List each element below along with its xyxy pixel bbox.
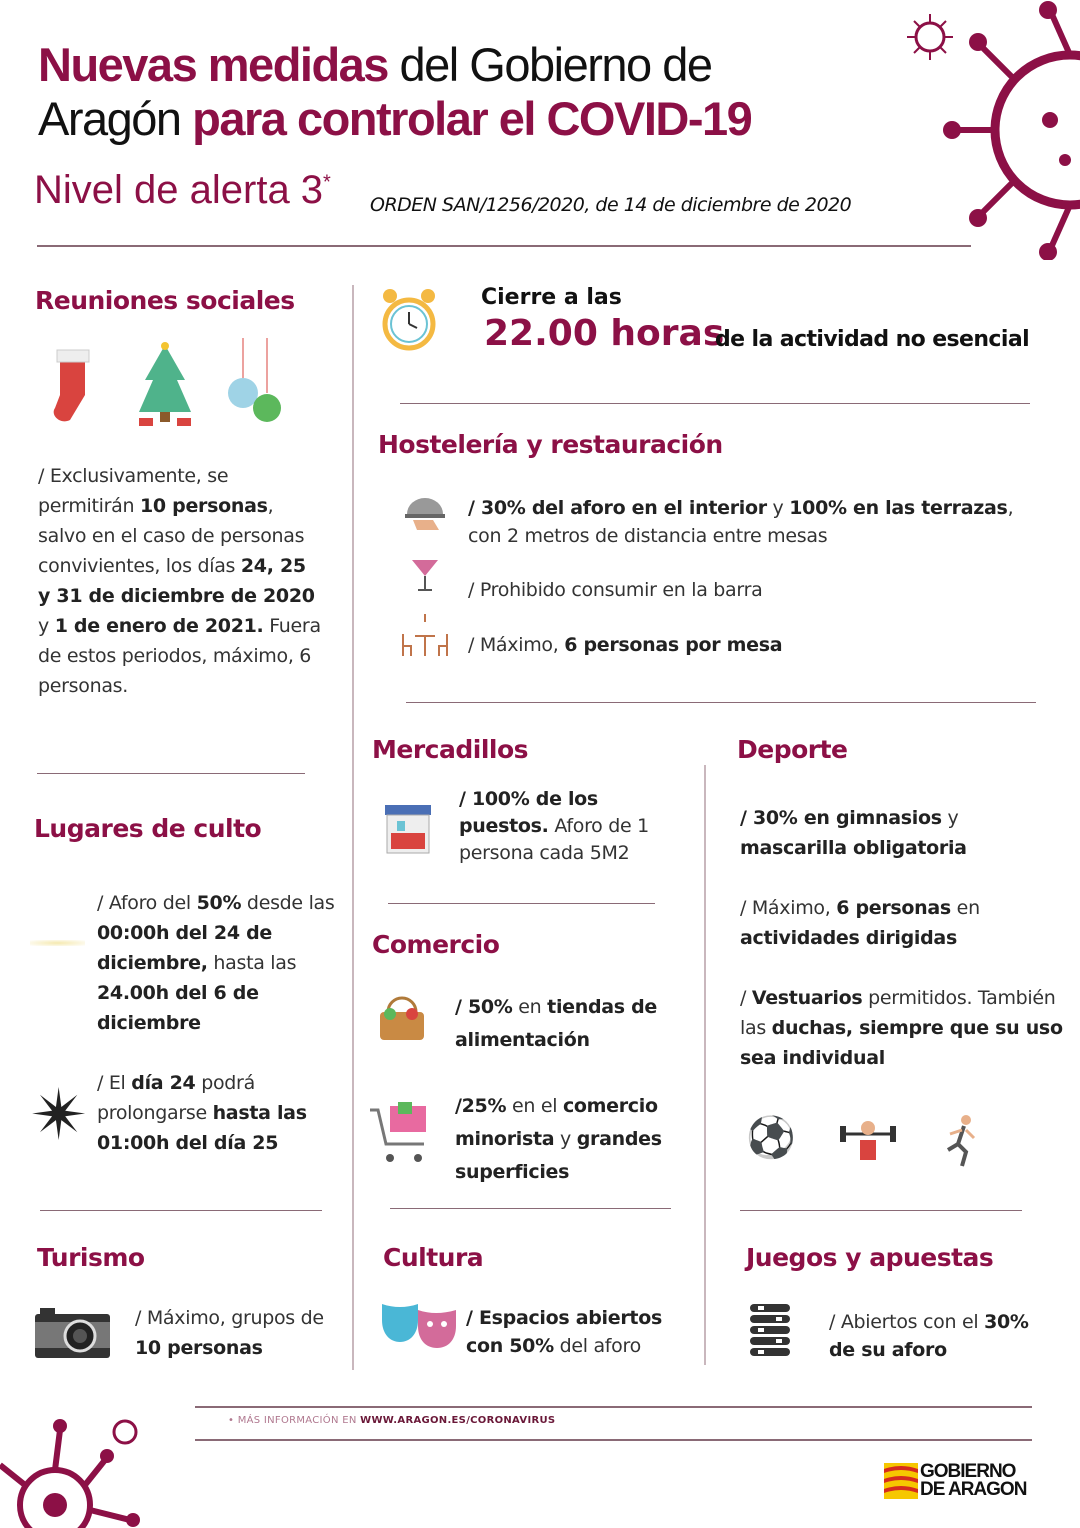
more-info-label: MÁS INFORMACIÓN EN <box>237 1415 361 1426</box>
text-segment: Aforo de 1 persona cada 5M2 <box>459 815 649 864</box>
text-segment: 10 personas <box>139 495 268 517</box>
culto-text-1 <box>97 888 347 1038</box>
divider <box>740 1210 1022 1211</box>
title-line-2 <box>38 92 751 146</box>
text-segment: y <box>38 615 55 637</box>
text-segment: 00:00h del 24 de diciembre, <box>97 922 272 974</box>
text-segment: 6 personas <box>836 897 951 919</box>
text-segment: / Máximo, <box>468 634 565 656</box>
virus-decoration-bottom-icon <box>0 1410 150 1528</box>
text-segment: Fuera de estos periodos, máximo, 6 personas. <box>38 615 321 697</box>
food-cloche-icon <box>403 492 447 532</box>
christmas-stocking-icon <box>45 345 100 425</box>
reuniones-text <box>38 461 323 701</box>
hosteleria-item-1 <box>468 494 1038 550</box>
section-title-hosteleria: Hostelería y restauración <box>378 430 723 459</box>
section-title-culto: Lugares de culto <box>34 814 262 843</box>
text-segment: 10 personas <box>135 1337 263 1359</box>
christmas-ornaments-icon <box>225 338 285 426</box>
cierre-rest: de la actividad no esencial <box>715 327 1030 352</box>
text-segment: 24, 25 y 31 de diciembre de 2020 <box>38 555 315 607</box>
camera-icon <box>35 1308 110 1358</box>
text-segment: comercio minorista <box>455 1095 658 1150</box>
divider <box>406 702 1036 703</box>
text-segment: grandes superficies <box>455 1128 662 1183</box>
more-info: • MÁS INFORMACIÓN EN WWW.ARAGON.ES/CORONAVIRUS <box>228 1415 556 1426</box>
christmas-tree-icon <box>135 340 195 428</box>
hosteleria-item-2 <box>468 575 1028 605</box>
mercadillos-text <box>459 786 689 867</box>
divider <box>400 403 1030 404</box>
section-title-reuniones: Reuniones sociales <box>35 286 295 315</box>
text-segment: , con 2 metros de distancia entre mesas <box>468 497 1014 547</box>
asterisk: * <box>323 171 331 194</box>
text-segment: y <box>766 497 790 519</box>
comercio-item-2 <box>455 1090 700 1189</box>
section-title-mercadillos: Mercadillos <box>372 735 529 764</box>
star-icon: ✴ <box>30 1074 89 1156</box>
logo-line-1: GOBIERNO <box>920 1461 1016 1482</box>
text-segment: / Máximo, grupos de <box>135 1307 324 1329</box>
text-segment: en el <box>506 1095 563 1117</box>
cierre-time: 22.00 horas <box>484 313 725 354</box>
text-segment: Aragón <box>38 92 193 145</box>
soccer-ball-icon: ⚽ <box>746 1115 796 1161</box>
divider <box>37 773 305 774</box>
cierre-line: Cierre a las <box>481 285 622 310</box>
text-segment: en <box>950 897 980 919</box>
text-segment: / Máximo, <box>740 897 837 919</box>
text-segment: Vestuarios <box>751 987 863 1009</box>
turismo-text <box>135 1303 335 1363</box>
section-title-juegos: Juegos y apuestas <box>746 1243 994 1272</box>
text-segment: 100% en las terrazas <box>789 497 1008 519</box>
text-segment: mascarilla obligatoria <box>740 837 967 859</box>
cocktail-icon <box>410 552 440 594</box>
column-divider <box>704 765 706 1365</box>
logo-line-2: DE ARAGON <box>920 1479 1027 1500</box>
section-title-comercio: Comercio <box>372 930 500 959</box>
text-segment: tiendas de alimentación <box>455 996 658 1051</box>
juegos-text <box>829 1308 1049 1364</box>
casino-chips-icon <box>748 1302 792 1358</box>
text-segment: / <box>740 987 752 1009</box>
column-divider <box>352 285 354 1370</box>
text-segment: y <box>941 807 959 829</box>
text-segment: / Espacios abiertos con 50% <box>466 1307 662 1357</box>
text-segment: /25% <box>455 1095 507 1117</box>
text-segment: , salvo en el caso de personas convivientes, los días <box>38 495 305 577</box>
aragon-flag-icon <box>884 1463 918 1499</box>
text-segment: Nuevas medidas <box>38 38 388 91</box>
alert-level <box>34 168 331 213</box>
comercio-item-1 <box>455 991 695 1057</box>
text-segment: 50% <box>196 892 242 914</box>
hosteleria-item-3 <box>468 630 1028 660</box>
alarm-clock-icon <box>380 284 438 356</box>
deporte-item-3 <box>740 983 1065 1073</box>
order-reference: ORDEN SAN/1256/2020, de 14 de diciembre de 2020 <box>370 194 852 216</box>
text-segment: y <box>554 1128 577 1150</box>
runner-icon <box>940 1112 980 1168</box>
text-segment: / El <box>97 1072 132 1094</box>
cultura-text <box>466 1304 701 1360</box>
divider <box>40 1210 322 1211</box>
section-title-cultura: Cultura <box>383 1243 484 1272</box>
text-segment: del Gobierno de <box>387 38 712 91</box>
text-segment: / Prohibido consumir en la barra <box>468 579 763 601</box>
shopping-cart-icon <box>368 1100 432 1166</box>
grocery-basket-icon <box>376 992 428 1044</box>
virus-decoration-icon <box>940 0 1080 260</box>
deporte-item-2 <box>740 893 1040 953</box>
small-virus-icon <box>905 12 955 62</box>
text-segment: hasta las <box>207 952 297 974</box>
coronavirus-link[interactable]: WWW.ARAGON.ES/CORONAVIRUS <box>360 1415 556 1426</box>
text-segment: del aforo <box>553 1335 641 1357</box>
text-segment: / Exclusivamente, se permitirán <box>38 465 229 517</box>
theater-masks-icon <box>380 1300 458 1350</box>
text-segment: 24.00h del 6 de diciembre <box>97 982 259 1034</box>
culto-text-2 <box>97 1068 337 1158</box>
text-segment: / Abiertos con el <box>829 1311 985 1333</box>
alert-level-text: Nivel de alerta 3 <box>34 168 324 212</box>
section-title-deporte: Deporte <box>737 735 848 764</box>
text-segment: actividades dirigidas <box>740 927 957 949</box>
market-stall-icon <box>383 803 433 855</box>
weightlifter-icon <box>838 1116 898 1166</box>
text-segment: / Aforo del <box>97 892 197 914</box>
text-segment: 30% de su aforo <box>829 1311 1029 1361</box>
table-chairs-icon <box>400 612 450 658</box>
light-glow-icon <box>30 940 85 946</box>
text-segment: para controlar el COVID-19 <box>192 92 752 145</box>
text-segment: / 30% en gimnasios <box>740 807 942 829</box>
text-segment: / 100% de los puestos. <box>459 788 598 837</box>
divider <box>388 903 655 904</box>
text-segment: podrá prolongarse <box>97 1072 255 1124</box>
text-segment: permitidos. También las <box>740 987 1056 1039</box>
text-segment: desde las <box>241 892 335 914</box>
deporte-item-1 <box>740 803 1060 863</box>
divider <box>195 1439 1032 1441</box>
text-segment: día 24 <box>131 1072 196 1094</box>
text-segment: / 30% del aforo en el interior <box>468 497 767 519</box>
text-segment: en <box>512 996 548 1018</box>
section-title-turismo: Turismo <box>37 1243 145 1272</box>
text-segment: 6 personas por mesa <box>564 634 783 656</box>
text-segment: / 50% <box>455 996 513 1018</box>
divider <box>390 1208 671 1209</box>
title-line-1 <box>38 38 711 92</box>
text-segment: hasta las 01:00h del día 25 <box>97 1102 307 1154</box>
divider <box>195 1406 1032 1408</box>
divider <box>37 245 971 247</box>
text-segment: 1 de enero de 2021. <box>54 615 264 637</box>
text-segment: duchas, siempre que su uso sea individual <box>740 1017 1063 1069</box>
gobierno-aragon-logo <box>884 1463 1026 1499</box>
